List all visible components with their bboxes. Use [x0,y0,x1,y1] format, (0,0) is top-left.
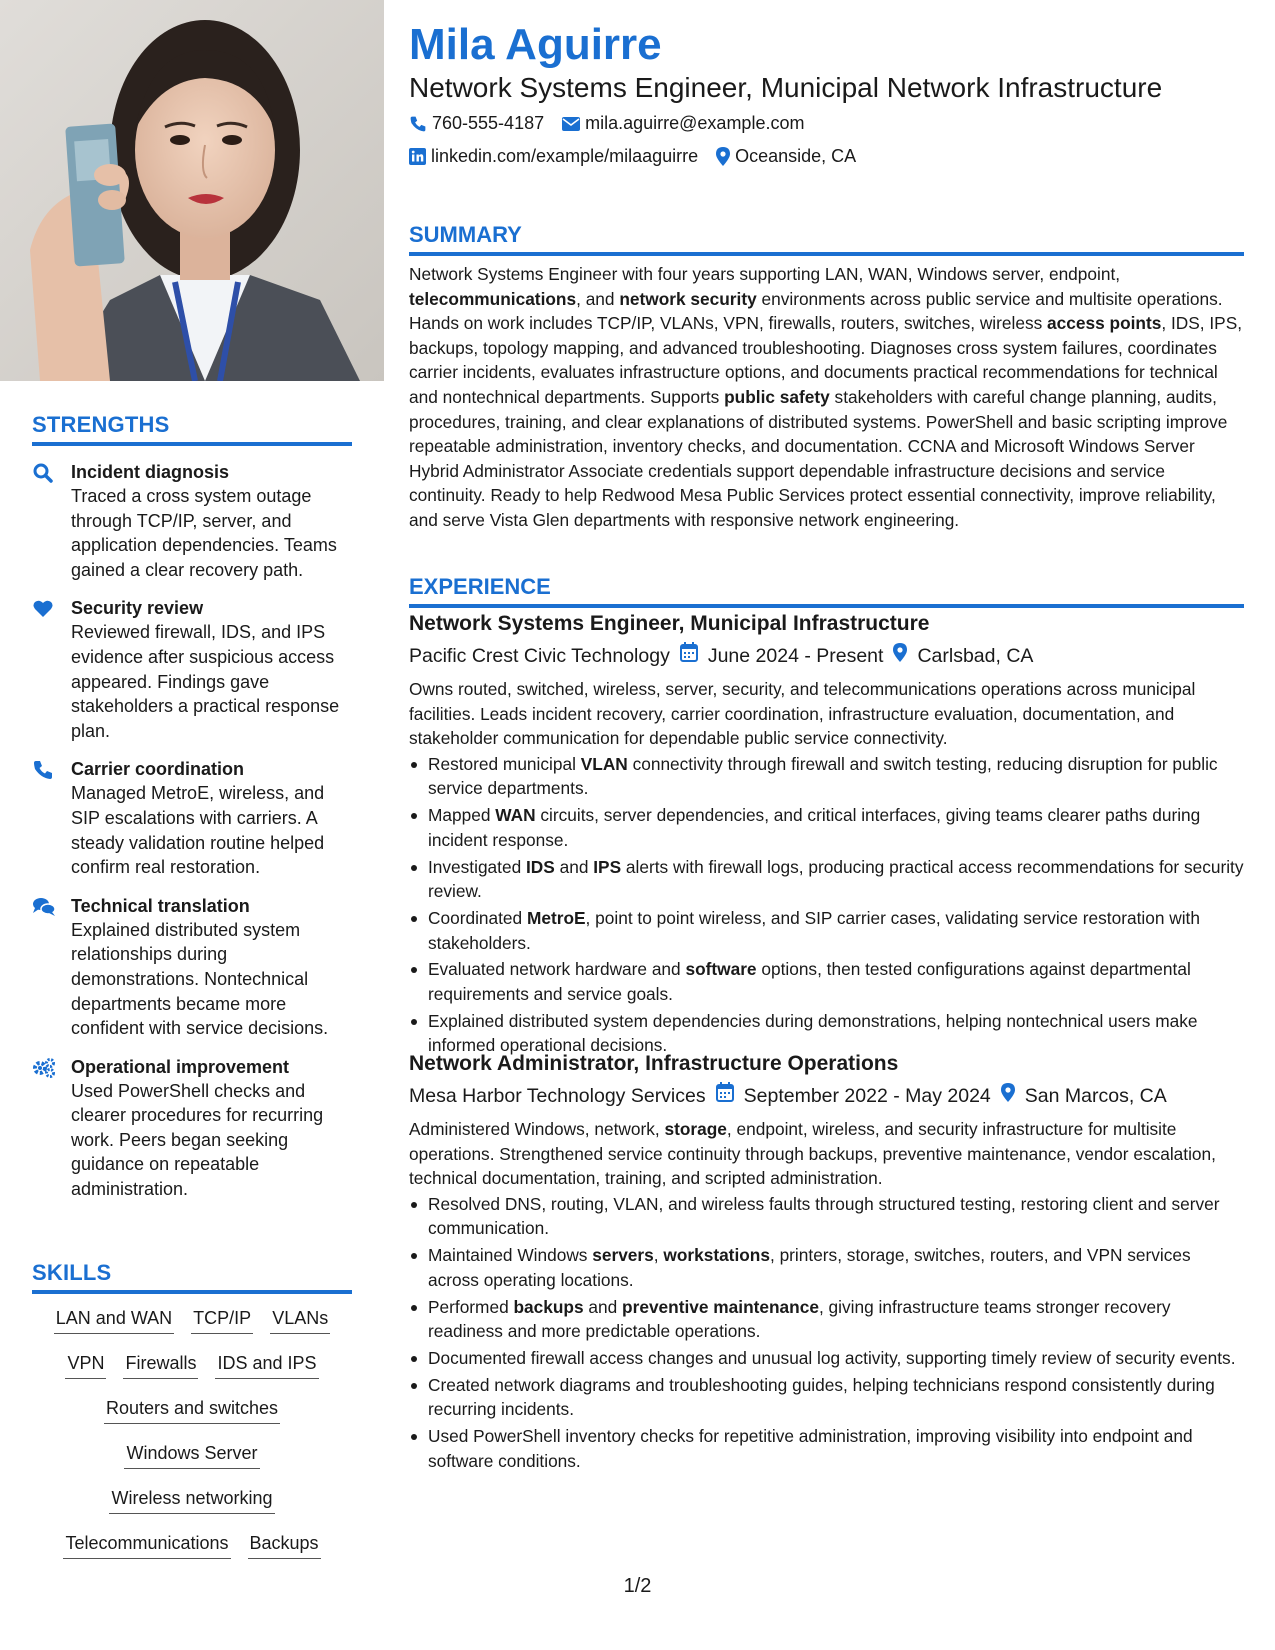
strength-item [32,894,352,1041]
bullet-item [409,957,1244,1006]
phone-contact[interactable] [409,113,544,134]
phone-icon [409,115,427,133]
bullet-item [409,752,1244,801]
headline: Network Systems Engineer, Municipal Network Infrastructure [409,72,1163,103]
text-run: Evaluated network hardware and [428,959,686,980]
job-title: Network Systems Engineer, Municipal Infrastructure [409,612,930,635]
skill-row [32,1306,352,1351]
skill-tag: Backups [248,1531,321,1559]
job-entry [409,610,1244,1060]
job-description [409,677,1244,751]
page-number: 1/2 [623,1575,652,1597]
job-dates-text: September 2022 - May 2024 [743,1085,991,1107]
summary-title: SUMMARY [409,222,522,247]
job-meta [409,1082,1244,1110]
text-run: environments across public service and multisite operations. Hands on work includes TCP/IP, VLANs, VPN, firewalls, routers, switches, wireless [409,288,1223,334]
bullet-item [409,1192,1244,1241]
emphasis-text: storage [664,1119,727,1139]
heart-icon [32,598,56,620]
contact-row [409,146,856,167]
location-text: Oceanside, CA [735,146,857,166]
location-contact [716,146,856,167]
emphasis-text: telecommunications [409,288,577,309]
skill-tag: Wireless networking [109,1486,274,1514]
map-pin-icon [716,147,730,166]
strength-desc: Used PowerShell checks and clearer procedures for recurring work. Peers began seeking guidance on repeatable administration. [71,1080,324,1200]
skill-row [32,1396,352,1441]
bullet-item [409,855,1244,904]
emphasis-text: access points [1047,313,1162,334]
text-run: Documented firewall access changes and unusual log activity, supporting timely review of security events. [428,1347,1236,1368]
text-run: Network Systems Engineer with four years supporting LAN, WAN, Windows server, endpoint, [409,264,1121,284]
strength-title: Technical translation [71,895,250,916]
skill-tag: Firewalls [123,1351,198,1379]
text-run: stakeholders with careful change planning, audits, procedures, training, and clear explanations of distributed systems. PowerShell and basic scripting improve repeatable administration, inventory checks, and documentation. CCNA and Microsoft Windows Server Hybrid Administrator Associate credentials support dependable infrastructure decisions and service continuity. Ready to help Redwood Mesa Public Services protect essential connectivity, improve reliability, and serve Vista Glen departments with responsive network engineering. [409,386,1228,530]
emphasis-text: MetroE [526,907,586,928]
map-pin-icon [893,642,907,670]
emphasis-text: network security [619,288,757,309]
skill-tag: Telecommunications [63,1531,230,1559]
text-run: circuits, server dependencies, and critical interfaces, giving teams clearer paths during incident response. [428,805,1201,850]
job-location [893,642,1033,670]
text-run: Explained distributed system dependencies during demonstrations, helping nontechnical users make informed operational decisions. [428,1010,1198,1056]
company-name: Mesa Harbor Technology Services [409,1085,706,1107]
text-run: , IDS, IPS, backups, topology mapping, and advanced troubleshooting. Diagnoses cross system failures, coordinates carrier incidents, evaluates infrastructure options, and documents practical recommendations for technical and nontechnical departments. Supports [409,313,1243,407]
linkedin-icon [409,148,426,165]
bullet-item [409,803,1244,852]
job-location [1001,1082,1167,1110]
skill-tag: Windows Server [124,1441,259,1469]
strength-title: Incident diagnosis [71,462,230,482]
skill-tag: IDS and IPS [215,1351,318,1379]
summary-divider [409,252,1244,256]
skill-tag: VLANs [270,1306,330,1334]
text-run: Used PowerShell inventory checks for repetitive administration, improving visibility into endpoint and software conditions. [428,1426,1193,1471]
text-run: Investigated [428,856,526,877]
job-dates [680,642,884,670]
strengths-divider [32,442,352,446]
skill-tag: VPN [65,1351,106,1379]
skill-row [32,1351,352,1396]
text-run: options, then tested configurations against departmental requirements and service goals. [428,959,1191,1004]
strengths-title: STRENGTHS [32,412,170,437]
text-run: Coordinated [428,907,527,928]
text-run: Mapped [428,805,496,826]
skill-tag: Routers and switches [104,1396,280,1424]
emphasis-text: VLAN [580,753,628,774]
job-description [409,1117,1244,1191]
strength-desc: Reviewed firewall, IDS, and IPS evidence after suspicious access appeared. Findings gave stakeholders a practical response plan. [71,622,340,741]
strength-desc: Traced a cross system outage through TCP/IP, server, and application dependencies. Teams gained a clear recovery path. [71,486,337,580]
job-meta [409,642,1244,670]
text-run: connectivity through firewall and switch testing, reducing disruption for public service departments. [428,753,1218,799]
sidebar [0,0,384,1650]
calendar-icon [680,642,698,670]
summary-text [409,262,1244,533]
emphasis-text: workstations [663,1245,770,1266]
emphasis-text: IDS [526,856,555,877]
skill-tag: LAN and WAN [54,1306,174,1334]
text-run: alerts with firewall logs, producing practical access recommendations for security review. [428,856,1244,902]
email-text: mila.aguirre@example.com [585,113,805,133]
job-entry [409,1050,1244,1475]
candidate-name: Mila Aguirre [409,20,662,69]
calendar-icon [716,1082,734,1110]
text-run: Resolved DNS, routing, VLAN, and wireless faults through structured testing, restoring client and server communication. [428,1193,1220,1239]
text-run: Performed [428,1296,514,1317]
bullet-item [409,1373,1244,1422]
skill-list [32,1306,352,1576]
text-run: Maintained Windows [428,1245,593,1266]
text-run: Administered Windows, network, [409,1119,665,1139]
text-run: Created network diagrams and troubleshooting guides, helping technicians respond consistently during recurring incidents. [428,1374,1215,1420]
strength-item [32,596,352,743]
contact-row [409,113,804,134]
text-run: , giving infrastructure teams stronger recovery readiness and more predictable operations. [428,1296,1171,1342]
strengths-section [32,412,352,1202]
email-contact[interactable] [562,113,804,134]
text-run: , endpoint, wireless, and security infrastructure for multisite operations. Strengthened service continuity through backups, preventive maintenance, vendor escalation, technical documentation, training, and scripted administration. [409,1119,1216,1189]
emphasis-text: public safety [724,386,830,407]
envelope-icon [562,117,580,131]
comments-icon [32,896,56,918]
skills-divider [32,1290,352,1294]
skill-row [32,1441,352,1486]
bullet-item [409,906,1244,955]
skill-tag: TCP/IP [191,1306,253,1334]
strength-item [32,757,352,879]
bullet-item [409,1346,1244,1371]
text-run: Restored municipal [428,753,581,774]
strength-desc: Managed MetroE, wireless, and SIP escalations with carriers. A steady validation routine helped confirm real restoration. [71,783,325,878]
job-title: Network Administrator, Infrastructure Operations [409,1052,899,1075]
job-location-text: San Marcos, CA [1024,1085,1167,1107]
job-location-text: Carlsbad, CA [917,645,1034,667]
profile-photo [0,0,384,381]
linkedin-text: linkedin.com/example/milaaguirre [431,146,699,166]
search-icon [32,462,56,484]
skill-row [32,1486,352,1531]
skills-section [32,1260,352,1576]
job-dates-text: June 2024 - Present [707,645,884,667]
text-run: and [583,1296,623,1317]
text-run: , printers, storage, switches, routers, and VPN services across operating locations. [428,1245,1191,1290]
experience-title: EXPERIENCE [409,574,551,599]
strength-desc: Explained distributed system relationships during demonstrations. Nontechnical departments became more confident with service decisions. [71,919,329,1039]
bullet-item [409,1243,1244,1292]
text-run: and [554,856,594,877]
phone-icon [32,759,56,781]
skills-title: SKILLS [32,1260,112,1285]
text-run: Owns routed, switched, wireless, server, security, and telecommunications operations across municipal facilities. Leads incident recovery, carrier coordination, infrastructure evaluation, documentation, and stakeholder communication for dependable public service connectivity. [409,679,1196,749]
text-run: , point to point wireless, and SIP carrier cases, validating service restoration with stakeholders. [428,907,1200,953]
emphasis-text: preventive maintenance [622,1296,819,1317]
text-run: , [653,1245,664,1266]
bullet-item [409,1295,1244,1344]
emphasis-text: servers [592,1245,654,1266]
company-name: Pacific Crest Civic Technology [409,645,670,667]
emphasis-text: IPS [593,856,622,877]
bullet-item [409,1424,1244,1473]
experience-divider [409,604,1244,608]
gears-icon [32,1057,56,1079]
emphasis-text: WAN [495,805,536,826]
emphasis-text: backups [513,1296,584,1317]
map-pin-icon [1001,1082,1015,1110]
job-bullets [409,1192,1244,1473]
strength-title: Operational improvement [71,1056,290,1077]
job-dates [716,1082,991,1110]
linkedin-contact[interactable] [409,146,698,167]
text-run: , and [576,288,620,309]
strength-item [32,460,352,582]
strength-item [32,1055,352,1202]
skill-row [32,1531,352,1576]
phone-text: 760-555-4187 [432,113,545,133]
job-bullets [409,752,1244,1058]
strength-title: Security review [71,598,204,619]
strength-title: Carrier coordination [71,759,245,780]
emphasis-text: software [685,959,757,980]
